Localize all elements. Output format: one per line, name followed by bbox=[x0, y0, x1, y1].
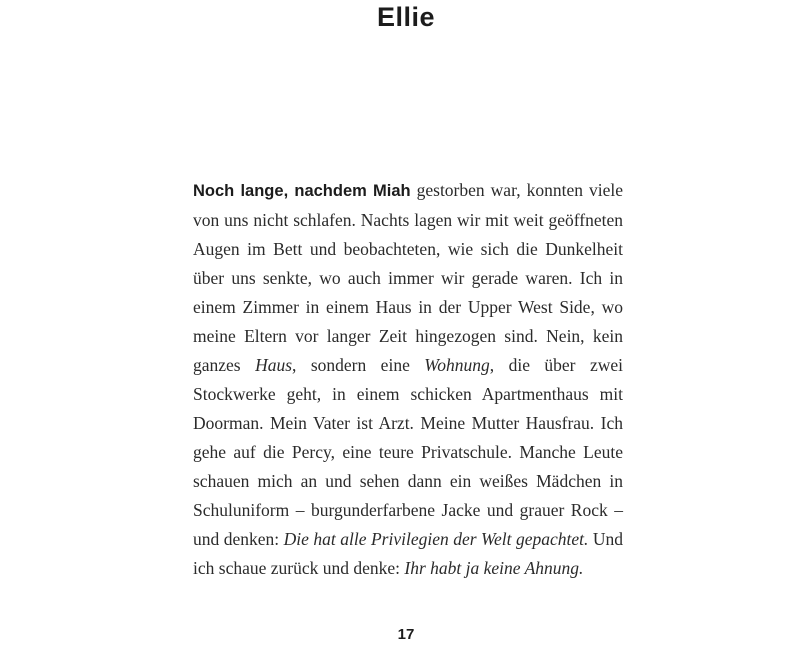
text-segment: , sondern eine bbox=[292, 355, 425, 375]
text-segment: Haus bbox=[255, 355, 293, 375]
text-segment: Die hat alle Privilegien der Welt gepachtet. bbox=[283, 529, 589, 549]
text-segment: Wohnung bbox=[424, 355, 490, 375]
text-segment: Und ich schaue zurück und denke: bbox=[193, 529, 624, 578]
chapter-title: Ellie bbox=[376, 2, 436, 32]
body-paragraph bbox=[193, 176, 623, 583]
text-segment: gestorben war, konnten viele von uns nicht schlafen. Nachts lagen wir mit weit geöffneten Augen im Bett und beobachteten, wie sich die Dunkelheit über uns senkte, wo auch immer wir gerade waren. Ich in einem Zimmer in einem Haus in der Upper West Side, wo meine Eltern vor langer Zeit hingezogen sind. Nein, kein ganzes bbox=[193, 180, 623, 375]
page-number: 17 bbox=[397, 626, 415, 643]
text-segment: Noch lange, nachdem Miah bbox=[193, 182, 411, 200]
text-segment: Ihr habt ja keine Ahnung. bbox=[404, 558, 584, 578]
text-segment: , die über zwei Stockwerke geht, in einem schicken Apartmenthaus mit Doorman. Mein Vater ist Arzt. Meine Mutter Hausfrau. Ich gehe auf die Percy, eine teure Privatschule. Manche Leute schauen mich an und sehen dann ein weißes Mädchen in Schuluniform – burgunderfarbene Jacke und grauer Rock – und denken: bbox=[193, 355, 623, 549]
